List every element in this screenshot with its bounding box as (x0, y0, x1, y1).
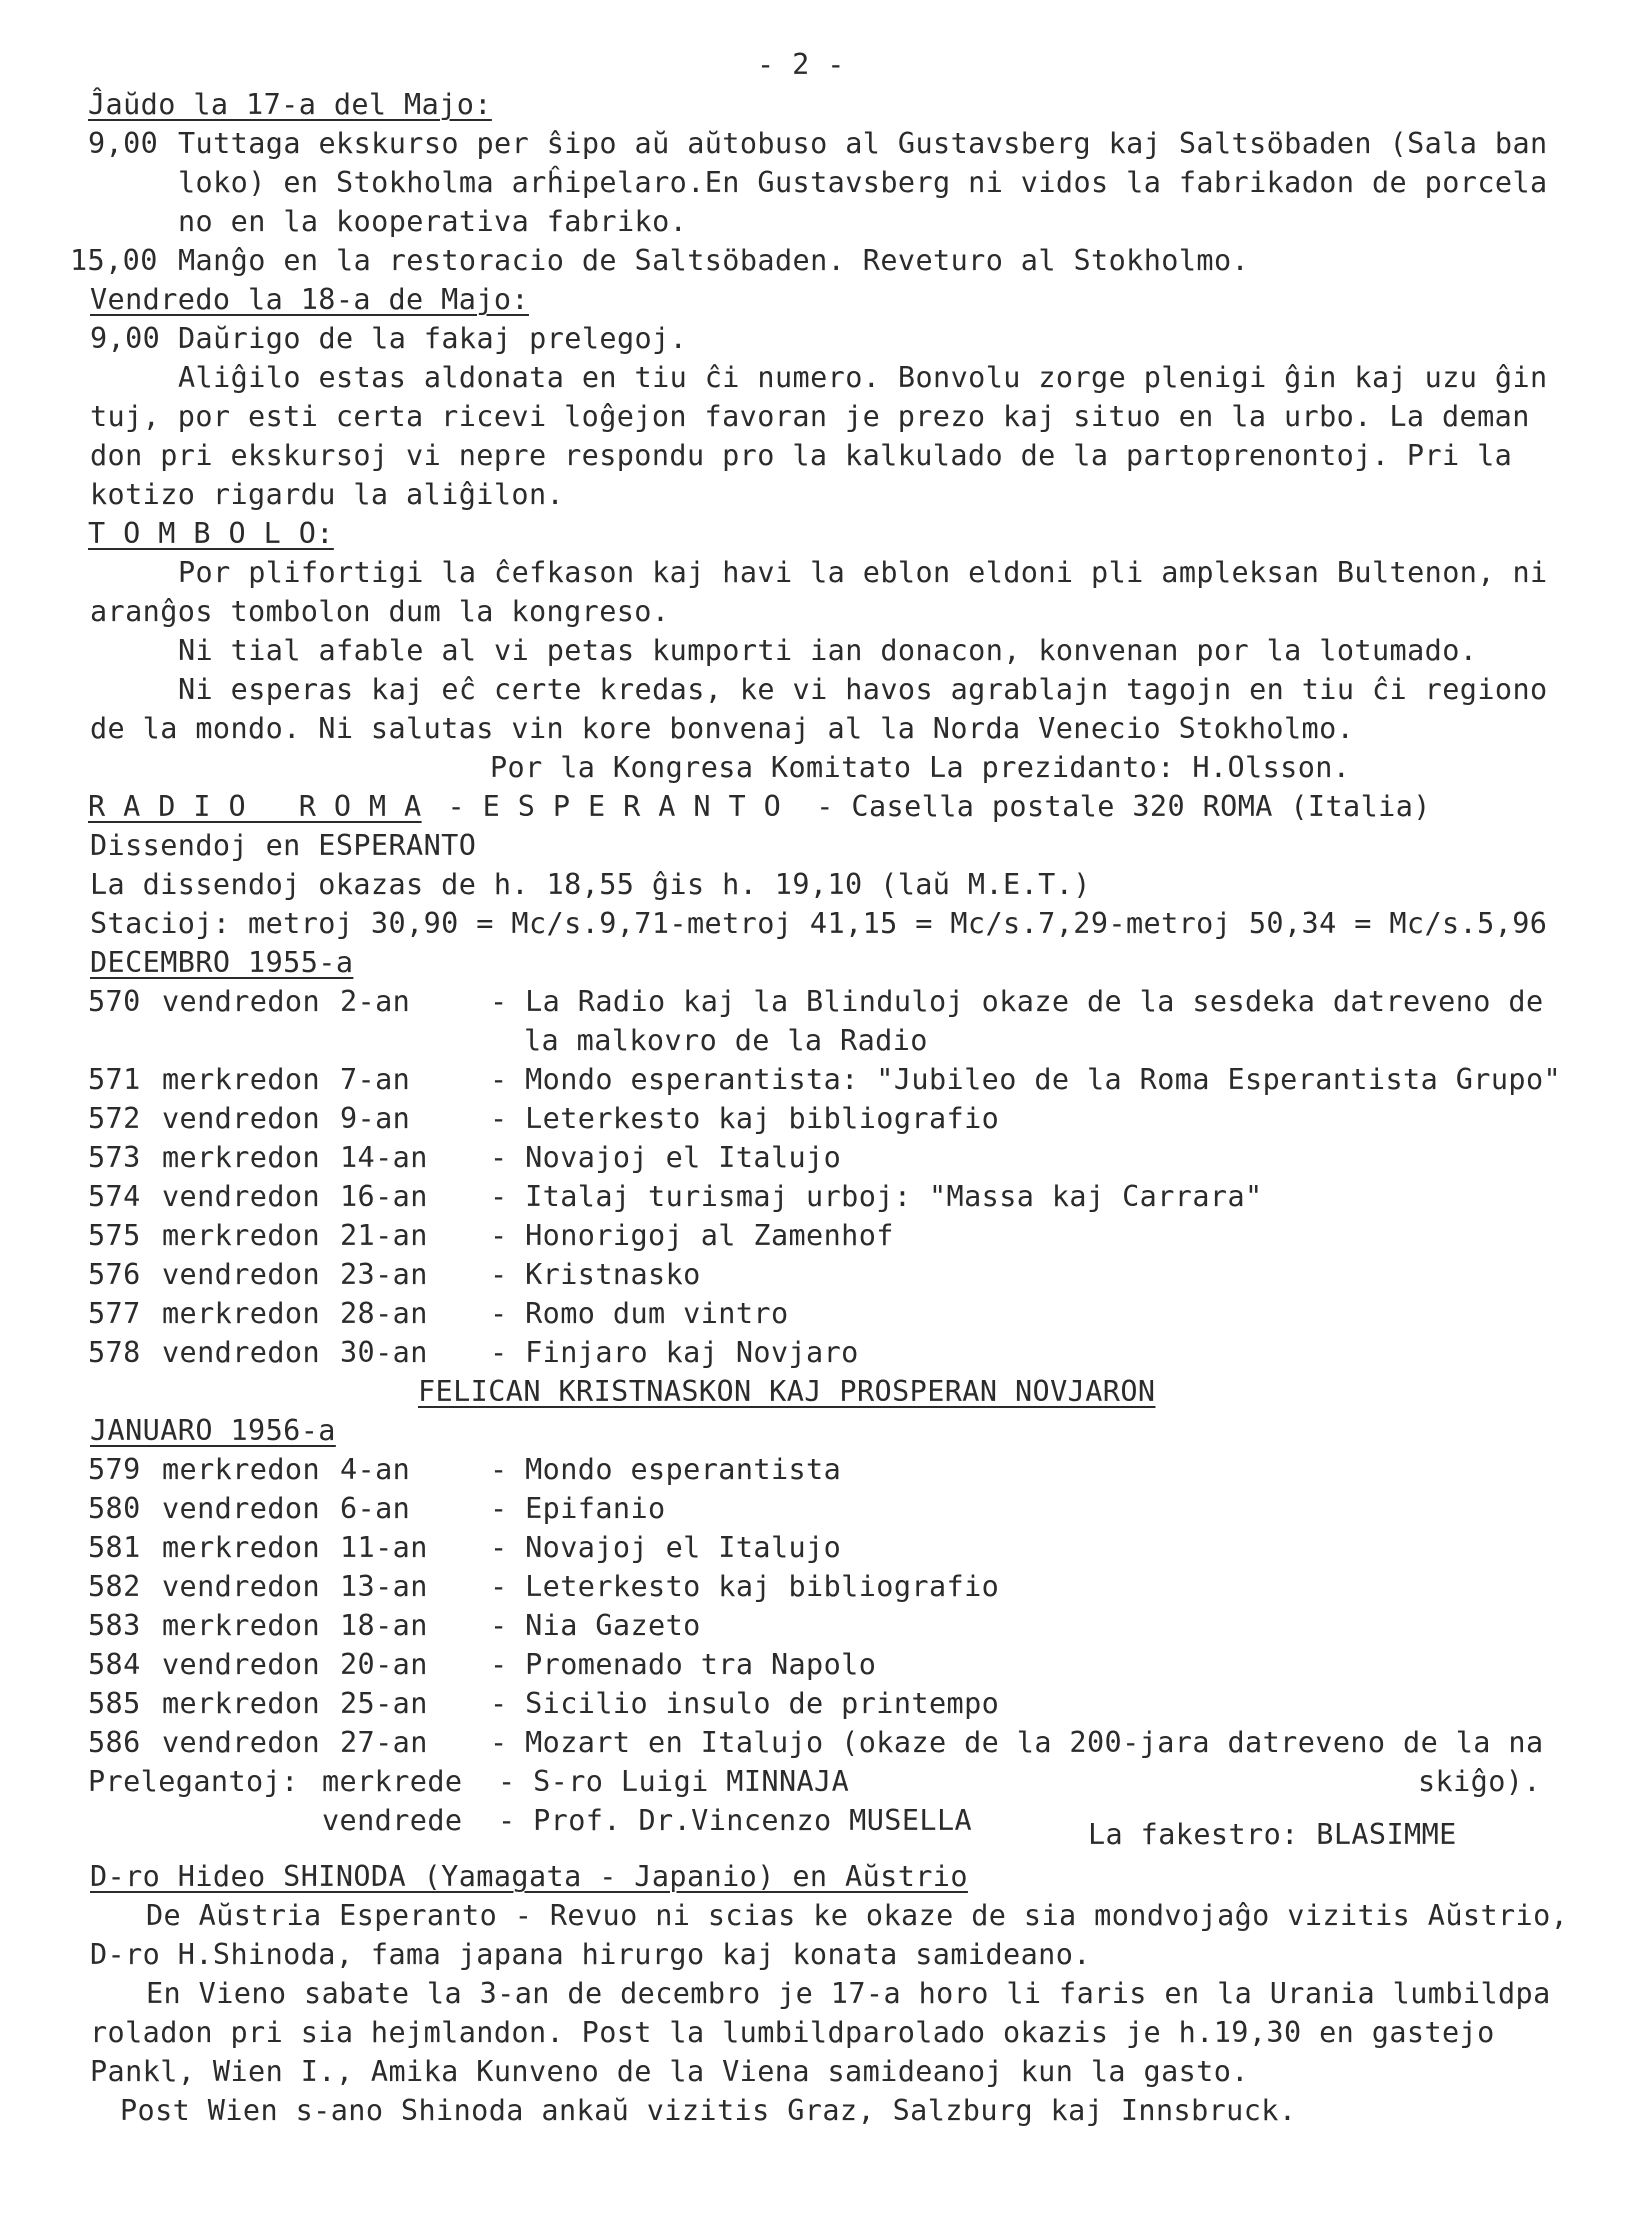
broadcast-time: La dissendoj okazas de h. 18,55 ĝis h. 19,10 (laŭ M.E.T.) (90, 868, 1091, 901)
registration-line: don pri ekskursoj vi nepre respondu pro la kalkulado de la partoprenontoj. Pri la (90, 439, 1513, 472)
december-heading: DECEMBRO 1955-a (90, 946, 354, 979)
episode-date: 23-an (340, 1258, 428, 1291)
tombolo-line: de la mondo. Ni salutas vin kore bonvenaj al la Norda Venecio Stokholmo. (90, 712, 1355, 745)
episode-day: vendredon (162, 1570, 321, 1603)
stations: Stacioj: metroj 30,90 = Mc/s.9,71-metroj 41,15 = Mc/s.7,29-metroj 50,34 = Mc/s.5,96 (90, 907, 1548, 940)
episode-date: 16-an (340, 1180, 428, 1213)
episode-date: 18-an (340, 1609, 428, 1642)
radio-roma-heading: R A D I O R O M A (88, 790, 422, 823)
episode-day: merkredon (162, 1063, 321, 1096)
episode-number: 586 (88, 1726, 141, 1759)
tombolo-heading: T O M B O L O: (88, 517, 334, 550)
program-line: Tuttaga ekskurso per ŝipo aŭ aŭtobuso al Gustavsberg kaj Saltsöbaden (Sala ban (178, 127, 1548, 160)
registration-line: tuj, por esti certa ricevi loĝejon favoran je prezo kaj situo en la urbo. La deman (90, 400, 1530, 433)
episode-topic: - Leterkesto kaj bibliografio (490, 1570, 1000, 1603)
episode-date: 6-an (340, 1492, 411, 1525)
program-line: Manĝo en la restoracio de Saltsöbaden. Reveturo al Stokholmo. (178, 244, 1250, 277)
registration-line: Aliĝilo estas aldonata en tiu ĉi numero. Bonvolu zorge plenigi ĝin kaj uzu ĝin (178, 361, 1548, 394)
time-label: 9,00 (90, 322, 161, 355)
episode-topic: - Novajoj el Italujo (490, 1141, 842, 1174)
program-director: La fakestro: BLASIMME (1088, 1818, 1457, 1851)
episode-number: 580 (88, 1492, 141, 1525)
episode-number: 583 (88, 1609, 141, 1642)
episode-day: merkredon (162, 1219, 321, 1252)
episode-day: vendredon (162, 985, 321, 1018)
episode-day: vendredon (162, 1258, 321, 1291)
holiday-greeting: FELICAN KRISTNASKON KAJ PROSPERAN NOVJARON (418, 1375, 1156, 1408)
episode-date: 9-an (340, 1102, 411, 1135)
friday-heading: Vendredo la 18-a de Majo: (90, 283, 529, 316)
episode-day: vendredon (162, 1726, 321, 1759)
episode-number: 584 (88, 1648, 141, 1681)
time-label: 9,00 (88, 127, 159, 160)
topic-continuation: skiĝo). (1418, 1765, 1541, 1798)
episode-number: 581 (88, 1531, 141, 1564)
tombolo-line: Ni esperas kaj eĉ certe kredas, ke vi havos agrablajn tagojn en tiu ĉi regiono (178, 673, 1548, 706)
episode-day: merkredon (162, 1687, 321, 1720)
episode-topic: - Novajoj el Italujo (490, 1531, 842, 1564)
episode-topic: - Mondo esperantista (490, 1453, 842, 1486)
radio-roma-address: - E S P E R A N T O - Casella postale 320 ROMA (Italia) (430, 790, 1431, 823)
episode-day: merkredon (162, 1453, 321, 1486)
radio-subheading: Dissendoj en ESPERANTO (90, 829, 477, 862)
episode-number: 574 (88, 1180, 141, 1213)
thursday-heading: Ĵaŭdo la 17-a del Majo: (88, 88, 492, 121)
episode-date: 14-an (340, 1141, 428, 1174)
episode-topic: - Honorigoj al Zamenhof (490, 1219, 894, 1252)
episode-topic: - Kristnasko (490, 1258, 701, 1291)
episode-date: 20-an (340, 1648, 428, 1681)
page-number: - 2 - (757, 48, 845, 81)
episode-date: 27-an (340, 1726, 428, 1759)
episode-topic: - La Radio kaj la Blinduloj okaze de la sesdeka datreveno de (490, 985, 1544, 1018)
shinoda-line: De Aŭstria Esperanto - Revuo ni scias ke okaze de sia mondvojaĝo vizitis Aŭstrio, (146, 1899, 1569, 1932)
episode-number: 570 (88, 985, 141, 1018)
episode-number: 571 (88, 1063, 141, 1096)
january-heading: JANUARO 1956-a (90, 1414, 336, 1447)
shinoda-line: Pankl, Wien I., Amika Kunveno de la Viena samideanoj kun la gasto. (90, 2055, 1249, 2088)
episode-topic: - Italaj turismaj urboj: "Massa kaj Carrara" (490, 1180, 1263, 1213)
episode-topic: - Leterkesto kaj bibliografio (490, 1102, 1000, 1135)
episode-number: 576 (88, 1258, 141, 1291)
program-line: loko) en Stokholma arĥipelaro.En Gustavsberg ni vidos la fabrikadon de porcela (178, 166, 1548, 199)
episode-topic: - Mozart en Italujo (okaze de la 200-jara datreveno de la na (490, 1726, 1544, 1759)
episode-topic: - Romo dum vintro (490, 1297, 789, 1330)
episode-number: 577 (88, 1297, 141, 1330)
episode-day: vendredon (162, 1492, 321, 1525)
episode-date: 11-an (340, 1531, 428, 1564)
episode-date: 28-an (340, 1297, 428, 1330)
tombolo-line: Por plifortigi la ĉefkason kaj havi la eblon eldoni pli ampleksan Bultenon, ni (178, 556, 1548, 589)
episode-day: vendredon (162, 1102, 321, 1135)
episode-day: merkredon (162, 1531, 321, 1564)
speaker-day: vendrede (322, 1804, 463, 1837)
episode-date: 4-an (340, 1453, 411, 1486)
episode-topic: la malkovro de la Radio (524, 1024, 928, 1057)
registration-line: kotizo rigardu la aliĝilon. (90, 478, 565, 511)
episode-date: 7-an (340, 1063, 411, 1096)
program-line: Daŭrigo de la fakaj prelegoj. (178, 322, 688, 355)
tombolo-line: aranĝos tombolon dum la kongreso. (90, 595, 670, 628)
speaker-name: - S-ro Luigi MINNAJA (498, 1765, 850, 1798)
episode-number: 573 (88, 1141, 141, 1174)
episode-topic: - Promenado tra Napolo (490, 1648, 877, 1681)
episode-topic: - Epifanio (490, 1492, 666, 1525)
episode-number: 575 (88, 1219, 141, 1252)
episode-number: 582 (88, 1570, 141, 1603)
episode-number: 585 (88, 1687, 141, 1720)
episode-date: 13-an (340, 1570, 428, 1603)
program-line: no en la kooperativa fabriko. (178, 205, 688, 238)
episode-date: 30-an (340, 1336, 428, 1369)
signature: Por la Kongresa Komitato La prezidanto: H.Olsson. (490, 751, 1351, 784)
shinoda-line: D-ro H.Shinoda, fama japana hirurgo kaj konata samideano. (90, 1938, 1091, 1971)
episode-topic: - Sicilio insulo de printempo (490, 1687, 1000, 1720)
tombolo-line: Ni tial afable al vi petas kumporti ian donacon, konvenan por la lotumado. (178, 634, 1478, 667)
episode-number: 572 (88, 1102, 141, 1135)
episode-day: merkredon (162, 1141, 321, 1174)
episode-day: vendredon (162, 1648, 321, 1681)
speaker-day: merkrede (322, 1765, 463, 1798)
episode-day: vendredon (162, 1180, 321, 1213)
episode-date: 25-an (340, 1687, 428, 1720)
shinoda-heading: D-ro Hideo SHINODA (Yamagata - Japanio) en Aŭstrio (90, 1860, 968, 1893)
episode-day: merkredon (162, 1609, 321, 1642)
shinoda-line: roladon pri sia hejmlandon. Post la lumbildparolado okazis je h.19,30 en gastejo (90, 2016, 1495, 2049)
episode-day: merkredon (162, 1297, 321, 1330)
episode-topic: - Nia Gazeto (490, 1609, 701, 1642)
speakers-label: Prelegantoj: (88, 1765, 299, 1798)
episode-topic: - Mondo esperantista: "Jubileo de la Roma Esperantista Grupo" (490, 1063, 1562, 1096)
shinoda-line: Post Wien s-ano Shinoda ankaŭ vizitis Graz, Salzburg kaj Innsbruck. (120, 2094, 1297, 2127)
episode-topic: - Finjaro kaj Novjaro (490, 1336, 859, 1369)
episode-number: 579 (88, 1453, 141, 1486)
speaker-name: - Prof. Dr.Vincenzo MUSELLA (498, 1804, 973, 1837)
episode-number: 578 (88, 1336, 141, 1369)
episode-day: vendredon (162, 1336, 321, 1369)
episode-date: 2-an (340, 985, 411, 1018)
time-label: 15,00 (70, 244, 158, 277)
shinoda-line: En Vieno sabate la 3-an de decembro je 17-a horo li faris en la Urania lumbildpa (146, 1977, 1551, 2010)
episode-date: 21-an (340, 1219, 428, 1252)
